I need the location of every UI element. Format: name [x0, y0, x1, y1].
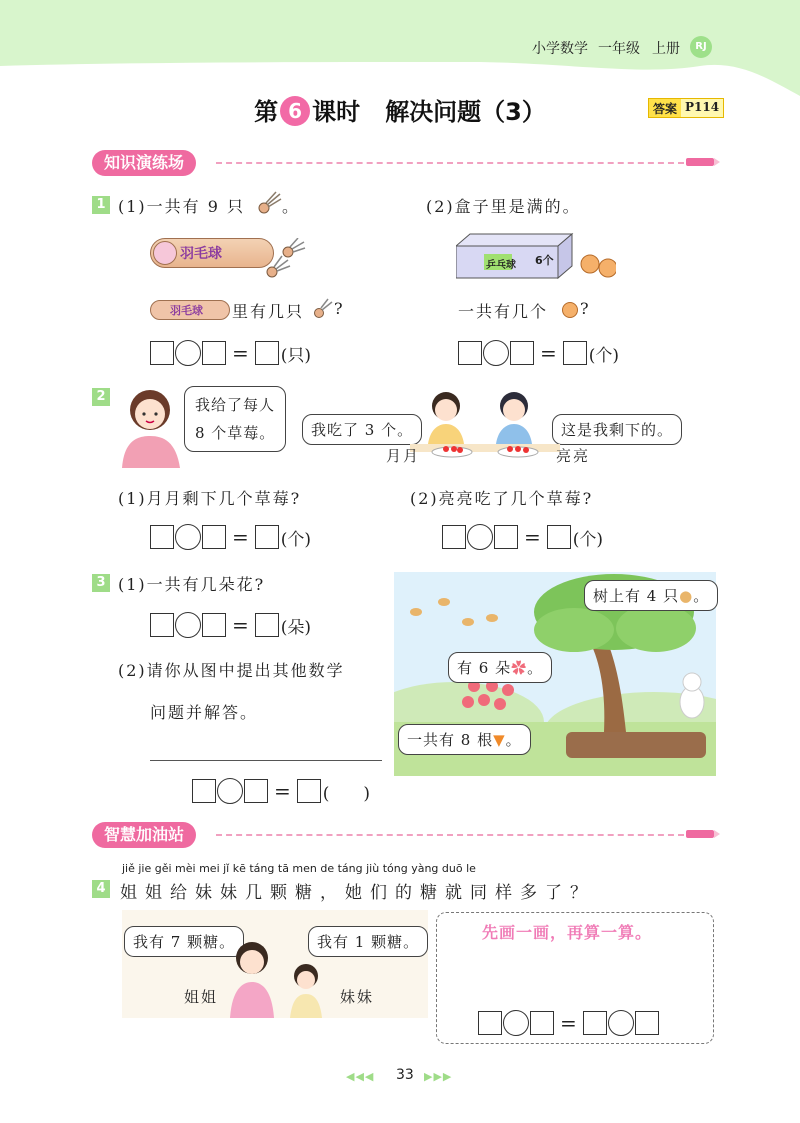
shuttlecocks-illustration [258, 238, 306, 280]
answer-box[interactable] [635, 1011, 659, 1035]
q3-part1-question: (1)一共有几朵花? [118, 575, 266, 594]
q1-part2-question: 一共有几个 [458, 302, 549, 321]
lesson-number-badge: 6 [280, 96, 310, 126]
header-wave [0, 0, 800, 100]
q4-equation[interactable]: = [478, 1010, 659, 1036]
answer-box[interactable] [458, 341, 482, 365]
operator-circle[interactable] [175, 340, 201, 366]
operator-circle[interactable] [217, 778, 243, 804]
liangliang-speech-bubble: 这是我剩下的。 [552, 414, 682, 445]
answer-box[interactable] [202, 525, 226, 549]
answer-box[interactable] [478, 1011, 502, 1035]
question-number-1: 1 [92, 196, 110, 214]
flower-icon: ✿ [511, 659, 528, 677]
section-divider [216, 162, 684, 164]
question-number-4: 4 [92, 880, 110, 898]
answer-box[interactable] [192, 779, 216, 803]
mother-illustration [118, 384, 188, 468]
header-subject: 小学数学 [532, 41, 588, 57]
answer-box[interactable] [150, 613, 174, 637]
pingpong-box-count: 6个 [535, 254, 554, 267]
answer-box[interactable] [442, 525, 466, 549]
q1-part2-text: (2)盒子里是满的。 [426, 197, 581, 216]
section-divider [216, 834, 684, 836]
sister-name: 姐姐 [184, 988, 219, 1006]
operator-circle[interactable] [467, 524, 493, 550]
q3-part2-line2: 问题并解答。 [150, 703, 259, 722]
draw-hint: 先画一画，再算一算。 [482, 923, 653, 942]
answer-box[interactable] [547, 525, 571, 549]
operator-circle[interactable] [175, 612, 201, 638]
q1-part1-text: (1)一共有 9 只 [118, 197, 246, 216]
answer-box[interactable] [583, 1011, 607, 1035]
answer-box[interactable] [150, 525, 174, 549]
mother-speech-bubble: 我给了每人 8 个草莓。 [184, 386, 286, 452]
pingpong-ball-icon [562, 302, 578, 318]
flower-bubble: 有 6 朵✿。 [448, 652, 552, 683]
sister-speech-bubble: 我有 7 颗糖。 [124, 926, 244, 957]
little-sister-speech-bubble: 我有 1 颗糖。 [308, 926, 428, 957]
header-volume: 上册 [652, 41, 680, 57]
header-band [0, 0, 800, 100]
answer-box[interactable] [563, 341, 587, 365]
footer-right-arrows-icon: ▶▶▶ [424, 1070, 453, 1083]
answer-box[interactable] [530, 1011, 554, 1035]
answer-box[interactable] [202, 341, 226, 365]
kids-eating-illustration [410, 386, 560, 466]
answer-box[interactable] [297, 779, 321, 803]
section-practice-label: 知识演练场 [92, 150, 196, 176]
answer-box[interactable] [510, 341, 534, 365]
q2-part1-equation[interactable]: = (个) [150, 524, 311, 550]
tree-bird-bubble: 树上有 4 只●。 [584, 580, 718, 611]
yueyue-speech-bubble: 我吃了 3 个。 [302, 414, 422, 445]
little-sister-name: 妹妹 [340, 988, 375, 1006]
operator-circle[interactable] [608, 1010, 634, 1036]
pingpong-box-label: 乒乓球 [486, 260, 516, 271]
bird-icon: ● [679, 587, 694, 605]
answer-box[interactable] [255, 613, 279, 637]
page-title: 第 6 课时 解决问题（3） [254, 98, 546, 126]
answer-reference[interactable]: 答案 P114 [648, 98, 724, 118]
question-number-2: 2 [92, 388, 110, 406]
liangliang-name: 亮亮 [556, 447, 591, 465]
shuttlecock-icon [312, 298, 334, 320]
answer-box[interactable] [244, 779, 268, 803]
shuttlecock-icon [256, 190, 282, 216]
q3-part2-line1: (2)请你从图中提出其他数学 [118, 661, 345, 680]
question-number-3: 3 [92, 574, 110, 592]
q1-part1-question: 里有几只 [232, 302, 305, 321]
q4-question: 姐姐给妹妹几颗糖，她们的糖就同样多了？ [120, 883, 595, 903]
header-grade: 一年级 [598, 41, 640, 57]
carrot-bubble: 一共有 8 根▼。 [398, 724, 531, 755]
q2-part2-equation[interactable]: = (个) [442, 524, 603, 550]
q1-part2-equation[interactable]: = (个) [458, 340, 619, 366]
answer-box[interactable] [255, 525, 279, 549]
footer-left-arrows-icon: ◀◀◀ [346, 1070, 375, 1083]
operator-circle[interactable] [483, 340, 509, 366]
section-challenge-label: 智慧加油站 [92, 822, 196, 848]
yueyue-name: 月月 [386, 447, 421, 465]
q3-part2-equation[interactable]: = ( ) [192, 778, 370, 804]
edition-badge: RJ [690, 36, 712, 58]
q1-part1-equation[interactable]: = (只) [150, 340, 311, 366]
pencil-icon [686, 830, 714, 838]
answer-box[interactable] [255, 341, 279, 365]
answer-box[interactable] [150, 341, 174, 365]
q2-part1-question: (1)月月剩下几个草莓? [118, 489, 302, 508]
pencil-icon [686, 158, 714, 166]
q2-part2-question: (2)亮亮吃了几个草莓? [410, 489, 594, 508]
answer-line[interactable] [150, 760, 382, 761]
q3-part1-equation[interactable]: = (朵) [150, 612, 311, 638]
carrot-icon: ▼ [493, 731, 506, 749]
tube-label: 羽毛球 [180, 246, 222, 262]
tube-end [153, 241, 177, 265]
sisters-illustration [222, 938, 332, 1018]
answer-box[interactable] [202, 613, 226, 637]
operator-circle[interactable] [503, 1010, 529, 1036]
operator-circle[interactable] [175, 524, 201, 550]
q4-pinyin: jiě jie gěi mèi mei jǐ kē táng tā men de táng jiù tóng yàng duō le [122, 862, 476, 875]
answer-box[interactable] [494, 525, 518, 549]
page-number: 33 [396, 1067, 414, 1083]
